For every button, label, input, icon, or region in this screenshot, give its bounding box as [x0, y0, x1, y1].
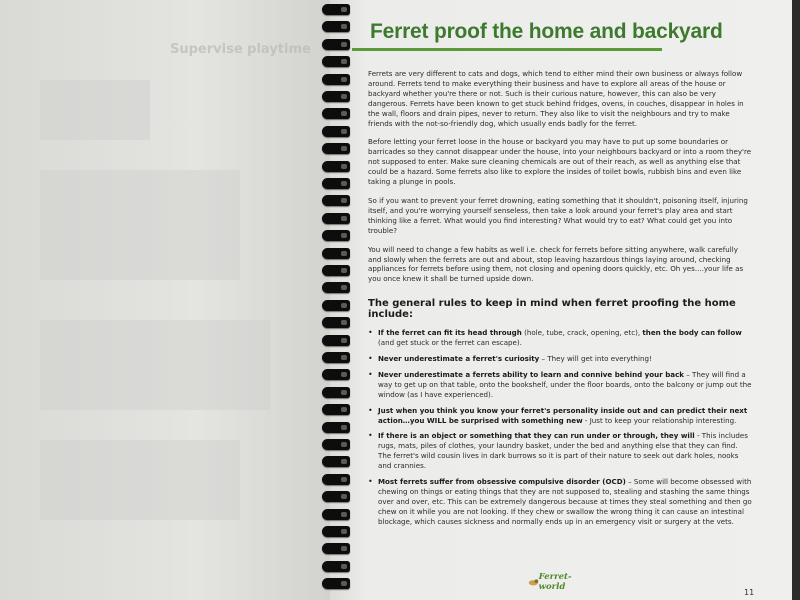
- page-title: Ferret proof the home and backyard: [370, 20, 723, 43]
- binding-coil: [322, 352, 350, 363]
- left-page-ghost-title: Supervise playtime: [170, 42, 311, 57]
- section-heading: The general rules to keep in mind when ferret proofing the home include:: [368, 298, 736, 321]
- table-edge: [792, 0, 800, 600]
- paragraph-2: Before letting your ferret loose in the house or backyard you may have to put up some boundaries or barricades so they cannot disappear under the house, into your neighbours backyard or into a room they're not supposed to enter. Make sure cleaning chemicals are out of their reach, as well as anything else that could be a hazard. Some ferrets also like to explore the insides of toilet bowls, rubbish bins and even like taking a plunge in pools.: [368, 137, 752, 187]
- list-item: [368, 370, 752, 400]
- rules-list: [368, 328, 752, 526]
- binding-coil: [322, 56, 350, 67]
- binding-coil: [322, 161, 350, 172]
- ferret-world-logo: [528, 571, 584, 593]
- binding-coil: [322, 21, 350, 32]
- rule-bold: If there is an object or something that they can run under or through, they will: [378, 431, 695, 441]
- binding-coil: [322, 456, 350, 467]
- logo-text: Ferret-world: [538, 572, 572, 592]
- binding-coil: [322, 230, 350, 241]
- rule-bold: If the ferret can fit its head through: [378, 328, 522, 338]
- list-item: [368, 354, 752, 364]
- binding-coil: [322, 422, 350, 433]
- binding-coil: [322, 543, 350, 554]
- binding-coil: [322, 213, 350, 224]
- rule-mid: (hole, tube, crack, opening, etc),: [521, 328, 643, 338]
- rule-bold: Just when you think you know your ferret's personality inside out and can predict their next action…you WILL be surprised with something new: [378, 405, 748, 425]
- paragraph-3: So if you want to prevent your ferret drowning, eating something that it shouldn't, poisoning itself, injuring itself, and you're worrying yourself senseless, then take a look around your ferret's play area and start thinking like a ferret. What would you find interesting? What would try to eat? What could get you into trouble?: [368, 195, 748, 235]
- page-number: 11: [744, 588, 755, 597]
- paragraph-1: Ferrets are very different to cats and dogs, which tend to either mind their own business or always follow around. Ferrets tend to make everything their business and have to explore all areas of the house or backyard whether you're there or not. Such is their curious nature, however, this can also be very dangerous. Ferrets have been known to get stuck behind fridges, ovens, in couches, disappear in holes in the wall, floors and drain pipes, never to return. They also like to visit the neighbours and try to make friends with the not-so-friendly dog, which usually ends badly for the ferret.: [368, 69, 744, 128]
- page-content: [368, 20, 752, 533]
- binding-coil: [322, 561, 350, 572]
- rule-bold: Most ferrets suffer from obsessive compulsive disorder (OCD): [378, 477, 626, 487]
- binding-coil: [322, 404, 350, 415]
- left-page-bleed-through-2: [40, 170, 240, 280]
- binding-coil: [322, 143, 350, 154]
- binding-coil: [322, 4, 350, 15]
- binding-coil: [322, 248, 350, 259]
- binding-coil: [322, 369, 350, 380]
- rule-text: (and get stuck or the ferret can escape).: [378, 338, 522, 348]
- rule-bold: Never underestimate a ferrets ability to learn and connive behind your back: [378, 369, 684, 379]
- binding-coil: [322, 300, 350, 311]
- binding-coil: [322, 265, 350, 276]
- binding-coil: [322, 178, 350, 189]
- title-underline: [352, 48, 662, 51]
- binding-coil: [322, 474, 350, 485]
- rule-bold: Never underestimate a ferret's curiosity: [378, 354, 540, 364]
- left-page-bleed-through-4: [40, 440, 240, 520]
- binding-coil: [322, 39, 350, 50]
- binding-coil: [322, 317, 350, 328]
- paragraph-4: You will need to change a few habits as well i.e. check for ferrets before sitting anywhere, walk carefully and slowly when the ferrets are out and about, stop leaving hazardous things laying around, checking appliances for ferrets before using them, not closing and opening doors quickly, etc. Oh yes....your life as you once knew it shall be turned upside down.: [368, 244, 744, 284]
- binding-coil: [322, 439, 350, 450]
- list-item: [368, 328, 752, 348]
- binding-coil: [322, 195, 350, 206]
- binding-coil: [322, 387, 350, 398]
- binding-coil: [322, 509, 350, 520]
- rule-text: - Just to keep your relationship interesting.: [582, 415, 737, 425]
- binding-coil: [322, 282, 350, 293]
- binding-coil: [322, 74, 350, 85]
- left-page: [0, 0, 330, 600]
- rule-bold-2: then the body can follow: [642, 328, 742, 338]
- left-page-bleed-through-3: [40, 320, 270, 410]
- rule-text: – They will find a way to get up on that table, onto the bookshelf, under the floor boards, onto the balcony or jump out the window (as I have experienced).: [378, 369, 752, 399]
- ferret-logo-icon: [528, 575, 539, 589]
- binding-coil: [322, 526, 350, 537]
- list-item: [368, 406, 752, 426]
- binding-coil: [322, 491, 350, 502]
- rule-text: – Some will become obsessed with chewing on things or eating things that they are not supposed to, stealing and stashing the same things over and over, etc. This can be extremely dangerous because at times they steal something and then go chew on it while you are not looking. If they chew or swallow the wrong thing it can cause an intestinal blockage, which causes sickness and normally ends up in an emergency visit or surgery at the vets.: [378, 477, 752, 526]
- binding-coil: [322, 578, 350, 589]
- list-item: [368, 431, 752, 471]
- list-item: [368, 477, 752, 527]
- binding-coil: [322, 335, 350, 346]
- rule-text: – They will get into everything!: [539, 354, 652, 364]
- binding-coil: [322, 108, 350, 119]
- rule-text: - This includes rugs, mats, piles of clothes, your laundry basket, under the bed and anything else that they can find. The ferret's wild cousin lives in dark burrows so it is part of their nature to seek out dark holes, nooks and crannies.: [378, 431, 748, 471]
- binding-coil: [322, 91, 350, 102]
- spiral-binding: [318, 0, 352, 600]
- binding-coil: [322, 126, 350, 137]
- left-page-bleed-through-1: [40, 80, 150, 140]
